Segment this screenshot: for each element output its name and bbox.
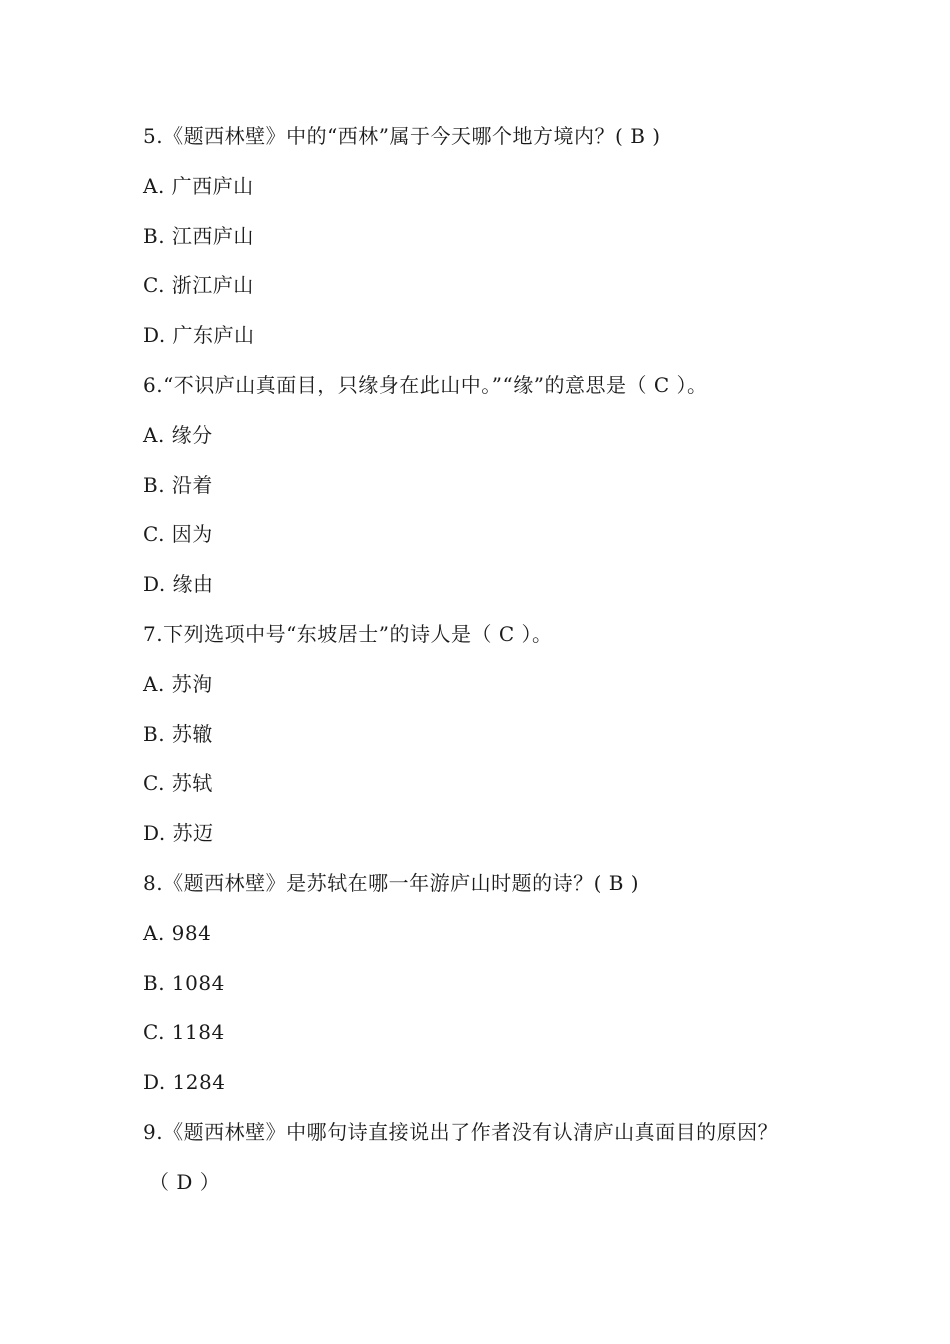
question-7-option-d: D. 苏迈 xyxy=(143,821,214,846)
question-5-option-a: A. 广西庐山 xyxy=(143,173,254,198)
question-8-option-a: A. 984 xyxy=(143,920,212,945)
question-9-stem: 9.《题西林壁》中哪句诗直接说出了作者没有认清庐山真面目的原因？ xyxy=(143,1119,779,1144)
question-6-stem: 6.“不识庐山真面目，只缘身在此山中。”“缘”的意思是（ C ）。 xyxy=(143,372,708,397)
question-6-option-b: B. 沿着 xyxy=(143,472,213,497)
question-8-stem: 8.《题西林壁》是苏轼在哪一年游庐山时题的诗？( B ) xyxy=(143,870,640,895)
question-9-answer: （ D ） xyxy=(149,1169,221,1194)
question-7-option-a: A. 苏洵 xyxy=(143,671,213,696)
question-8-option-c: C. 1184 xyxy=(143,1020,225,1045)
question-8-option-b: B. 1084 xyxy=(143,970,225,995)
question-6-option-d: D. 缘由 xyxy=(143,572,214,597)
question-6-option-a: A. 缘分 xyxy=(143,422,213,447)
question-list xyxy=(143,112,843,1208)
question-6-option-c: C. 因为 xyxy=(143,522,213,547)
question-8-option-d: D. 1284 xyxy=(143,1070,226,1095)
question-5-option-d: D. 广东庐山 xyxy=(143,323,255,348)
question-5-option-b: B. 江西庐山 xyxy=(143,223,254,248)
question-5-stem: 5.《题西林壁》中的“西林”属于今天哪个地方境内？( B ) xyxy=(143,124,661,148)
question-7-option-b: B. 苏辙 xyxy=(143,721,213,746)
question-7-stem: 7.下列选项中号“东坡居士”的诗人是（ C ）。 xyxy=(143,621,553,646)
question-7-option-c: C. 苏轼 xyxy=(143,771,213,796)
question-5-option-c: C. 浙江庐山 xyxy=(143,273,254,298)
